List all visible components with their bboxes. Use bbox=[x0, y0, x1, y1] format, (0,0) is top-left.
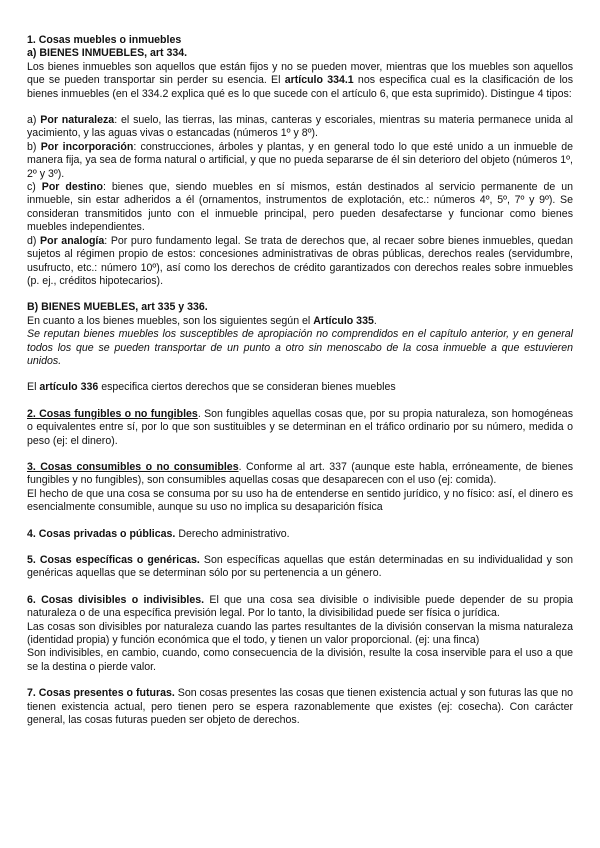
section-1b-intro: En cuanto a los bienes muebles, son los siguientes según el Artículo 335. bbox=[27, 314, 377, 327]
section-7-title: 7. Cosas presentes o futuras. bbox=[27, 687, 175, 700]
section-5-title: 5. Cosas específicas o genéricas. bbox=[27, 554, 200, 566]
section-1a-intro: Los bienes inmuebles son aquellos que están fijos y no se pueden mover, mientras que los muebles son aquellos que se pueden transportar sin perder su esencia. El artículo 334.1 nos especifica cual es la clasificación de los bienes inmuebles (en el 334.2 explica qué es lo que sucede con el artículo 6, que esta suprimido). Distingue 4 tipos: bbox=[27, 60, 573, 100]
article-336-paragraph: El artículo 336 especifica ciertos derechos que se consideran bienes muebles bbox=[27, 381, 396, 394]
section-3-paragraph: 3. Cosas consumibles o no consumibles. Conforme al art. 337 (aunque este habla, erróneamente, de bienes fungibles y no fungibles), son consumibles aquellas cosas que desaparecen con el uso (ej: comida). bbox=[27, 460, 573, 487]
section-5-paragraph: 5. Cosas específicas o genéricas. Son específicas aquellas que están determinadas en su individualidad y son genéricas aquellas que se determinan sólo por su pertenencia a un género. bbox=[27, 554, 573, 580]
section-6-paragraph-2: Las cosas son divisibles por naturaleza cuando las partes resultantes de la división conservan la misma naturaleza (identidad propia) y función económica que el todo, y tienen un valor proporcional. (ej: una finca) bbox=[27, 620, 573, 647]
section-1b-subtitle: B) BIENES MUEBLES, art 335 y 336. bbox=[27, 301, 208, 314]
article-336-ref: artículo 336 bbox=[39, 381, 99, 394]
section-1-title: 1. Cosas muebles o inmuebles bbox=[27, 34, 182, 46]
article-335-quote: Se reputan bienes muebles los susceptibles de apropiación no comprendidos en el capítulo anterior, y en general todos los que se pueden transportar de un punto a otro sin menoscabo de la cosa inmueble a que estuvieren unidos. bbox=[27, 328, 573, 367]
section-2-title: 2. Cosas fungibles o no fungibles bbox=[27, 407, 198, 420]
section-4-paragraph: 4. Cosas privadas o públicas. Derecho administrativo. bbox=[27, 527, 290, 540]
section-1a-subtitle: a) BIENES INMUEBLES, art 334. bbox=[27, 47, 188, 60]
type-c-paragraph: c) Por destino: bienes que, siendo muebles en sí mismos, están destinados al servicio permanente de un inmueble, sin estar adheridos a él (ornamentos, instrumentos de explotación, etc.: números 4º, 5º, 7º y 9º). Se consideran transmitidos junto con el inmueble principal, pero pueden desafectarse y funcionar como bienes muebles independientes. bbox=[27, 181, 573, 234]
section-4-title: 4. Cosas privadas o públicas. bbox=[27, 527, 176, 540]
type-b-paragraph: b) Por incorporación: construcciones, árboles y plantas, y en general todo lo que esté unido a un inmueble de manera fija, ya sea de forma natural o artificial, y que no pueda separarse de él sin deterioro del objeto (números 1º, 2º y 3º). bbox=[27, 140, 573, 180]
section-7-paragraph: 7. Cosas presentes o futuras. Son cosas presentes las cosas que tienen existencia actual y son futuras las que no tienen existencia actual, pero tienen pero se espera razonablemente que existes (ej: cosecha). Con carácter general, las cosas futuras pueden ser objeto de derechos. bbox=[27, 687, 574, 727]
section-3-title: 3. Cosas consumibles o no consumibles bbox=[27, 460, 239, 473]
type-d-paragraph: d) Por analogía: Por puro fundamento legal. Se trata de derechos que, al recaer sobre bienes inmuebles, quedan sujetos al régimen propio de estos: concesiones administrativas de obras públicas, derechos reales (servidumbre, usufructo, etc.: número 10º), así como los derechos de crédito garantizados con derechos reales sobre inmuebles (p. ej., créditos hipotecarios). bbox=[27, 234, 573, 287]
type-a-paragraph: a) Por naturaleza: el suelo, las tierras, las minas, canteras y escoriales, mientras su materia permanece unida al yacimiento, y las aguas vivas o estancadas (números 1º y 8º). bbox=[27, 114, 573, 140]
section-6-paragraph: 6. Cosas divisibles o indivisibles. El que una cosa sea divisible o indivisible puede depender de su propia naturaleza o de una específica previsión legal. Por lo tanto, la divisibilidad puede ser física o jurídica. bbox=[27, 593, 573, 620]
type-a-label: Por naturaleza bbox=[40, 114, 115, 127]
article-334-1-ref: artículo 334.1 bbox=[284, 74, 354, 87]
type-c-label: Por destino bbox=[41, 181, 104, 194]
article-335-ref: Artículo 335 bbox=[313, 314, 374, 327]
section-6-title: 6. Cosas divisibles o indivisibles. bbox=[27, 593, 205, 606]
type-d-label: Por analogía bbox=[40, 234, 105, 247]
section-2-paragraph: 2. Cosas fungibles o no fungibles. Son fungibles aquellas cosas que, por su propia naturaleza, son homogéneas o equivalentes entre sí, por lo que son sustituibles y se determinan en el tráfico ordinario por su número, medida o peso (ej: el dinero). bbox=[27, 407, 573, 447]
section-6-paragraph-3: Son indivisibles, en cambio, cuando, como consecuencia de la división, resulte la cosa inservible para el uso a que se la destina o pierde valor. bbox=[27, 647, 573, 673]
type-b-label: Por incorporación bbox=[40, 140, 134, 153]
section-3-paragraph-2: El hecho de que una cosa se consuma por su uso ha de entenderse en sentido jurídico, y no físico: así, el dinero es esencialmente consumible, aunque su uso no implica su desaparición física bbox=[27, 487, 573, 514]
